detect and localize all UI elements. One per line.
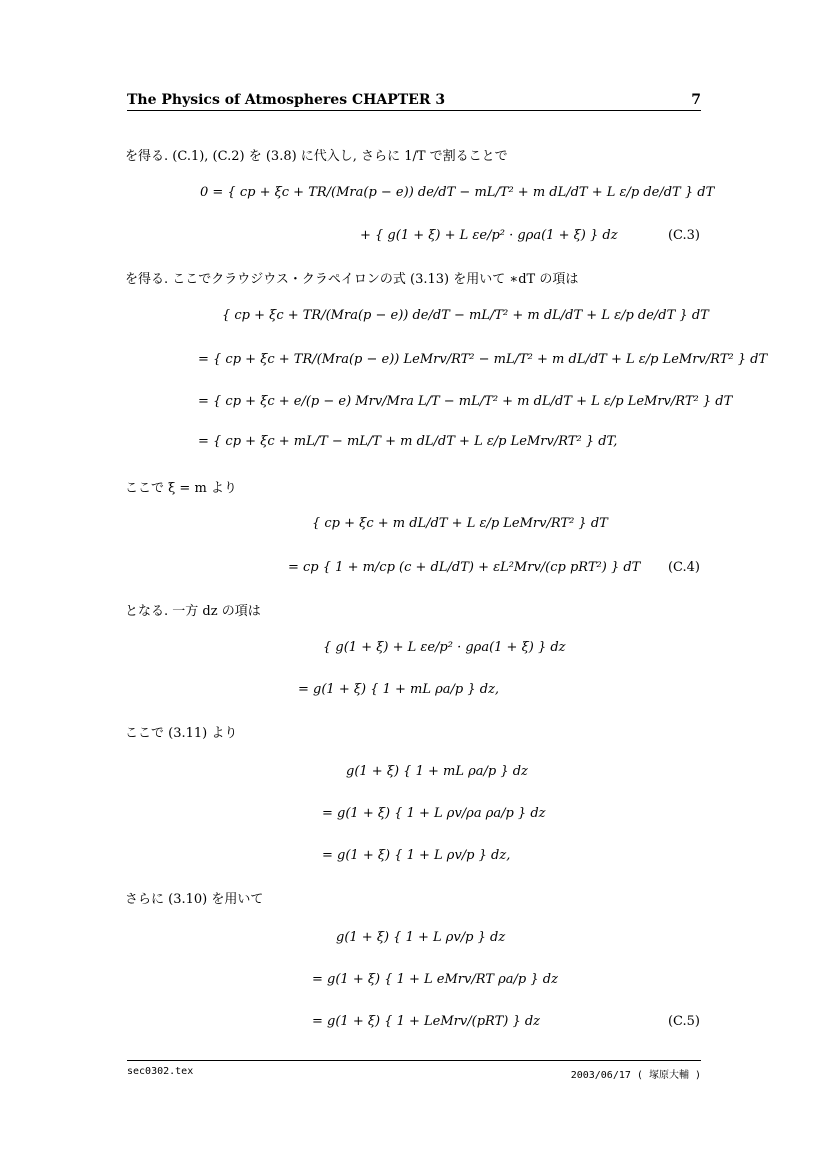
equation: 0 = { cp + ξc + TR/(Mra(p − e)) de/dT − mL/T² + m dL/dT + L ε/p de/dT } dT [200,185,715,200]
equation: = g(1 + ξ) { 1 + L ρv/ρa ρa/p } dz [322,806,546,821]
equation: + { g(1 + ξ) + L εe/p² · gρa(1 + ξ) } dz [360,228,618,243]
paragraph: ここで ξ = m より [125,481,237,496]
paragraph: ここで (3.11) より [125,726,238,741]
equation: = g(1 + ξ) { 1 + LeMrv/(pRT) } dz [312,1014,541,1029]
page-header [127,92,701,111]
equation: { g(1 + ξ) + L εe/p² · gρa(1 + ξ) } dz [323,640,566,655]
paragraph: を得る. (C.1), (C.2) を (3.8) に代入し, さらに 1/T で割ることで [125,149,508,164]
header-title: The Physics of Atmospheres CHAPTER 3 [127,92,446,108]
equation: = { cp + ξc + e/(p − e) Mrv/Mra L/T − mL/T² + m dL/dT + L ε/p LeMrv/RT² } dT [198,394,733,409]
equation-number: (C.4) [667,560,700,575]
equation-number: (C.5) [667,1014,700,1029]
equation: = g(1 + ξ) { 1 + mL ρa/p } dz, [298,682,500,697]
page-number: 7 [691,92,701,108]
equation: = cp { 1 + m/cp (c + dL/dT) + εL²Mrv/(cp pRT²) } dT [288,560,641,575]
paragraph: さらに (3.10) を用いて [125,892,264,907]
footer-filename: sec0302.tex [127,1066,194,1077]
equation: { cp + ξc + m dL/dT + L ε/p LeMrv/RT² } dT [312,516,608,531]
paragraph: となる. 一方 dz の項は [125,604,261,619]
paragraph: を得る. ここでクラウジウス・クラペイロンの式 (3.13) を用いて ∗dT の項は [125,272,579,287]
footer-date-author: 2003/06/17 ( 塚原大輔 ) [570,1070,701,1081]
equation-number: (C.3) [667,228,700,243]
equation: = g(1 + ξ) { 1 + L eMrv/RT ρa/p } dz [312,972,558,987]
page-footer [127,1060,701,1081]
equation: = g(1 + ξ) { 1 + L ρv/p } dz, [322,848,511,863]
equation: g(1 + ξ) { 1 + L ρv/p } dz [336,930,506,945]
equation: g(1 + ξ) { 1 + mL ρa/p } dz [346,764,528,779]
equation: = { cp + ξc + TR/(Mra(p − e)) LeMrv/RT² − mL/T² + m dL/dT + L ε/p LeMrv/RT² } dT [198,352,768,367]
equation: { cp + ξc + TR/(Mra(p − e)) de/dT − mL/T² + m dL/dT + L ε/p de/dT } dT [222,308,709,323]
equation: = { cp + ξc + mL/T − mL/T + m dL/dT + L ε/p LeMrv/RT² } dT, [198,434,618,449]
